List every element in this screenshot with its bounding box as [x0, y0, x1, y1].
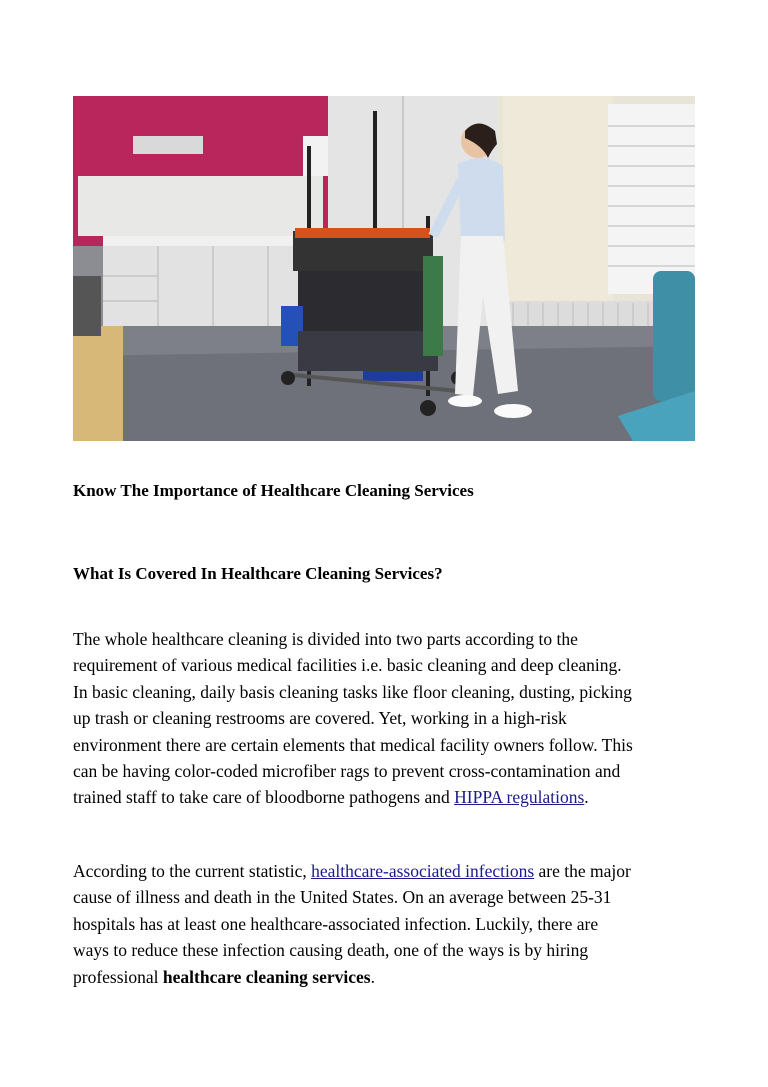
hero-photo	[73, 96, 695, 441]
bold-phrase: healthcare cleaning services	[162, 966, 371, 987]
text-fragment: .	[584, 787, 589, 808]
section-heading: What Is Covered In Healthcare Cleaning Services?	[73, 564, 443, 583]
article-title: Know The Importance of Healthcare Cleaning Services	[73, 481, 474, 500]
hippa-regulations-link[interactable]: HIPPA regulations	[454, 787, 585, 808]
text-fragment: are the major	[534, 861, 631, 881]
text-line: cause of illness and death in the United States. On an average between 25-31	[73, 887, 612, 908]
text-line: ways to reduce these infection causing death, one of the ways is by hiring	[73, 940, 589, 961]
text-line	[73, 964, 703, 990]
cleaning-cart-illustration	[73, 96, 695, 441]
text-line: In basic cleaning, daily basis cleaning tasks like floor cleaning, dusting, picking	[73, 681, 632, 702]
text-line: up trash or cleaning restrooms are covered. Yet, working in a high-risk	[73, 708, 567, 729]
text-fragment: trained staff to take care of bloodborne pathogens and	[73, 787, 455, 808]
text-fragment: .	[370, 966, 375, 987]
text-line	[73, 858, 703, 884]
healthcare-infections-link[interactable]: healthcare-associated infections	[311, 861, 535, 881]
paragraph-infections	[73, 858, 703, 990]
text-line: requirement of various medical facilities i.e. basic cleaning and deep cleaning.	[73, 655, 622, 676]
text-line: environment there are certain elements that medical facility owners follow. This	[73, 734, 633, 755]
text-fragment: professional	[73, 966, 163, 987]
text-line	[73, 784, 703, 810]
text-line: can be having color-coded microfiber rags to prevent cross-contamination and	[73, 761, 621, 782]
text-line: hospitals has at least one healthcare-associated infection. Luckily, there are	[73, 913, 599, 934]
paragraph-basic-cleaning	[73, 626, 703, 811]
text-fragment: According to the current statistic,	[73, 861, 312, 881]
text-line: The whole healthcare cleaning is divided into two parts according to the	[73, 629, 578, 649]
